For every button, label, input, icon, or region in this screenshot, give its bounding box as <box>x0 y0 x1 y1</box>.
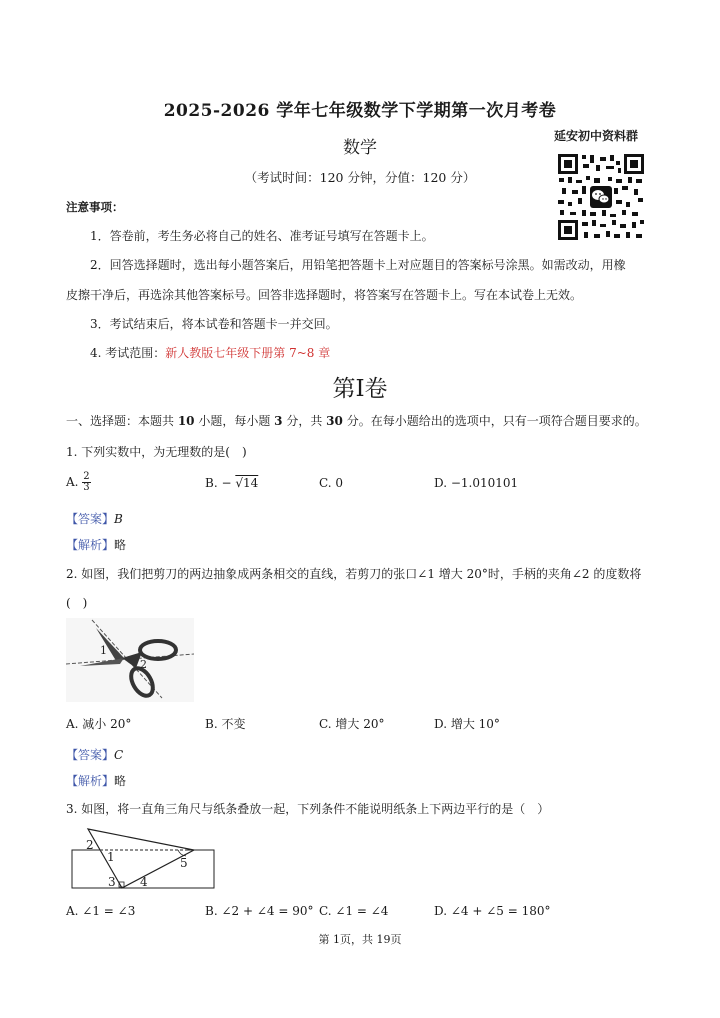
angle-label-1: 1 <box>107 850 115 864</box>
radical: √14 <box>235 476 259 490</box>
scope-label: 4. 考试范围： <box>90 346 166 360</box>
option-b-prefix: B. − <box>205 476 236 490</box>
question-2-option-d: D. 增大 10° <box>434 717 500 731</box>
scope-value: 新人教版七年级下册第 7~8 章 <box>165 346 331 360</box>
question-3-option-b: B. ∠2 + ∠4 = 90° <box>205 904 314 918</box>
notes-heading: 注意事项： <box>66 200 124 214</box>
note-item-1: 1．答卷前，考生务必将自己的姓名、准考证号填写在答题卡上。 <box>90 229 434 243</box>
page-footer: 第 1页，共 19页 <box>318 933 402 946</box>
exam-title: 2025-2026 学年七年级数学下学期第一次月考卷 <box>163 101 557 121</box>
scissors-figure <box>66 618 194 702</box>
answer-value: C <box>114 748 124 762</box>
option-a-prefix: A. <box>66 475 83 489</box>
answer-value: B <box>114 512 123 526</box>
question-2-stem-line2: ( ) <box>66 596 88 610</box>
note-item-4 <box>90 346 330 360</box>
question-2-option-a: A. 减小 20° <box>66 717 132 731</box>
section-text: 一、选择题：本题共 <box>66 414 178 428</box>
fraction <box>82 472 90 493</box>
analysis-value: 略 <box>114 538 127 552</box>
section-instructions <box>66 412 647 429</box>
exam-info: （考试时间：120 分钟，分值：120 分） <box>244 170 476 185</box>
angle-label-5: 5 <box>180 856 188 870</box>
angle-label-3: 3 <box>108 875 116 889</box>
question-1-answer <box>66 508 123 527</box>
points-total: 30 <box>326 414 343 428</box>
section-text: 分，共 <box>282 414 327 428</box>
angle-label-1: 1 <box>100 644 107 657</box>
question-2-option-c: C. 增大 20° <box>319 717 385 731</box>
question-1-option-a <box>66 472 91 493</box>
section-text: 小题，每小题 <box>194 414 275 428</box>
question-2-answer <box>66 744 123 763</box>
question-count: 10 <box>177 414 195 428</box>
note-item-2: 2．回答选择题时，选出每小题答案后，用铅笔把答题卡上对应题目的答案标号涂黑。如需改动，用橡 <box>90 258 626 272</box>
note-item-3: 3．考试结束后，将本试卷和答题卡一并交回。 <box>90 317 338 331</box>
question-3-option-d: D. ∠4 + ∠5 = 180° <box>434 904 551 918</box>
points-each: 3 <box>274 414 283 428</box>
fraction-denominator: 3 <box>83 482 90 493</box>
question-2-stem-line1: 2. 如图，我们把剪刀的两边抽象成两条相交的直线，若剪刀的张口∠1 增大 20°时，手柄的夹角∠2 的度数将 <box>66 567 642 581</box>
question-1-stem: 1. 下列实数中，为无理数的是( ) <box>66 445 247 459</box>
qr-label: 延安初中资料群 <box>554 129 639 143</box>
question-3-option-c: C. ∠1 = ∠4 <box>319 904 389 918</box>
wechat-qr-code-icon <box>556 152 646 242</box>
analysis-tag: 【解析】 <box>66 774 115 788</box>
triangle-strip-figure <box>66 824 218 892</box>
answer-tag: 【答案】 <box>66 512 115 526</box>
question-1-option-b <box>205 476 258 490</box>
subject-title: 数学 <box>343 138 377 158</box>
question-1-option-d: D. −1.010101 <box>434 476 519 490</box>
fraction-numerator: 2 <box>83 471 90 482</box>
angle-label-4: 4 <box>140 875 148 889</box>
question-3-option-a: A. ∠1 = ∠3 <box>66 904 136 918</box>
question-3-stem: 3. 如图，将一直角三角尺与纸条叠放一起，下列条件不能说明纸条上下两边平行的是（ ） <box>66 802 550 816</box>
part-title: 第Ⅰ卷 <box>332 376 388 402</box>
angle-label-2: 2 <box>86 838 94 852</box>
section-text: 分。在每小题给出的选项中，只有一项符合题目要求的。 <box>342 414 647 428</box>
note-item-2-cont: 皮擦干净后，再选涂其他答案标号。回答非选择题时，将答案写在答题卡上。写在本试卷上无效。 <box>66 288 583 302</box>
analysis-tag: 【解析】 <box>66 538 115 552</box>
angle-label-2: 2 <box>140 658 147 671</box>
question-1-option-c: C. 0 <box>319 476 344 490</box>
analysis-value: 略 <box>114 774 127 788</box>
question-2-option-b: B. 不变 <box>205 717 246 731</box>
question-1-analysis <box>66 536 126 553</box>
answer-tag: 【答案】 <box>66 748 115 762</box>
question-2-analysis <box>66 772 126 789</box>
